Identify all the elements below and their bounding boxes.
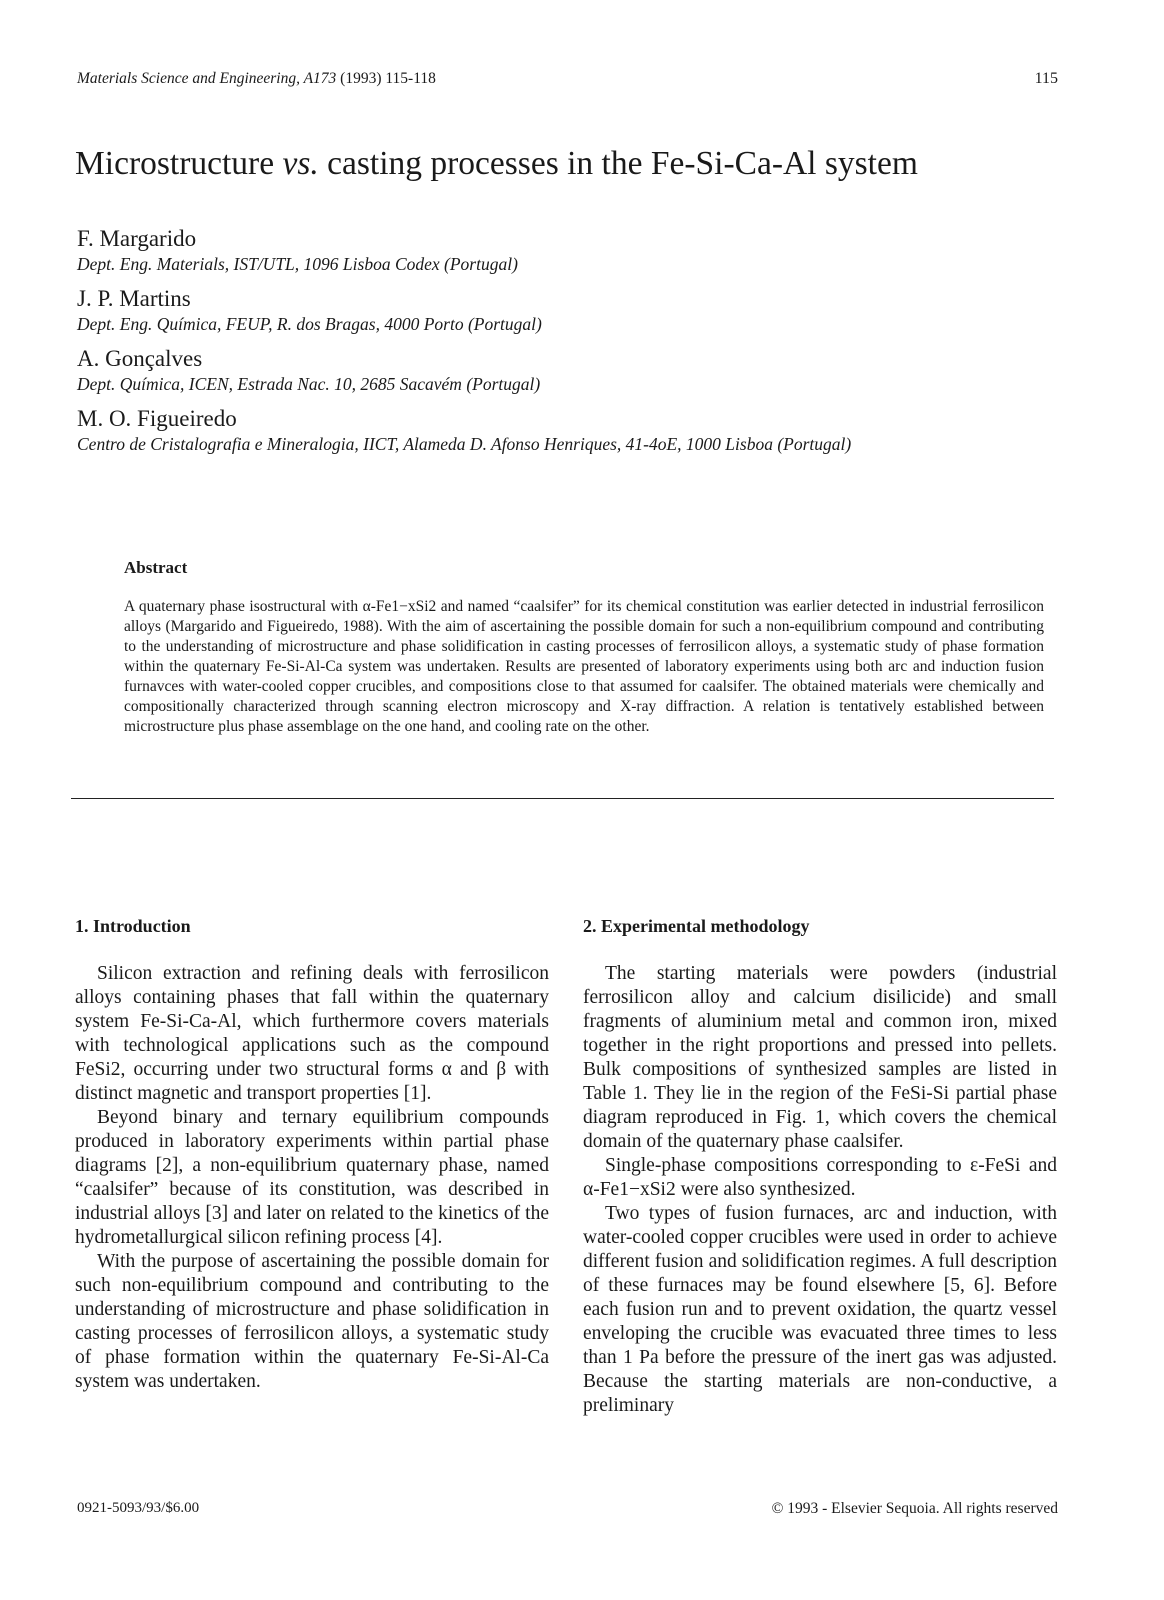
- author-affiliation: Dept. Eng. Química, FEUP, R. dos Bragas, 4000 Porto (Portugal): [77, 314, 542, 334]
- author-affiliation: Dept. Química, ICEN, Estrada Nac. 10, 2685 Sacavém (Portugal): [77, 374, 541, 394]
- author-affiliation: Dept. Eng. Materials, IST/UTL, 1096 Lisboa Codex (Portugal): [77, 254, 518, 274]
- left-column: [75, 914, 549, 1394]
- author-list: [77, 225, 1087, 465]
- abstract: [124, 558, 1044, 737]
- journal-reference: [77, 70, 436, 88]
- title-part-2: casting processes in the Fe-Si-Ca-Al system: [318, 145, 918, 182]
- footer-issn-price: 0921-5093/93/$6.00: [77, 1500, 200, 1516]
- section-heading: 1. Introduction: [75, 916, 191, 936]
- body-paragraph: Two types of fusion furnaces, arc and induction, with water-cooled copper crucibles were used in order to achieve different fusion and solidification regimes. A full description of these furnaces may be found elsewhere [5, 6]. Before each fusion run and to prevent oxidation, the quartz vessel enveloping the crucible was evacuated three times to less than 1 Pa before the pressure of the inert gas was adjusted. Because the starting materials are non-conductive, a preliminary: [583, 1203, 1057, 1416]
- section-divider: [71, 798, 1054, 799]
- author-affiliation: Centro de Cristalografia e Mineralogia, IICT, Alameda D. Afonso Henriques, 41-4oE, 1000 Lisboa (Portugal): [77, 434, 852, 454]
- journal-name: Materials Science and Engineering, A173: [77, 70, 337, 87]
- title-part-1: Microstructure: [75, 145, 283, 182]
- body-paragraph: Single-phase compositions corresponding to ε-FeSi and α-Fe1−xSi2 were also synthesized.: [583, 1155, 1057, 1200]
- author-name: A. Gonçalves: [77, 346, 203, 371]
- body-paragraph: Silicon extraction and refining deals with ferrosilicon alloys containing phases that fall within the quaternary system Fe-Si-Ca-Al, which furthermore covers materials with technological applications such as the compound FeSi2, occurring under two structural forms α and β with distinct magnetic and transport properties [1].: [75, 963, 549, 1104]
- title-vs: vs.: [282, 145, 319, 182]
- paper-title: [75, 145, 918, 183]
- page-number: 115: [1034, 70, 1058, 87]
- journal-year-pages: (1993) 115-118: [336, 70, 436, 87]
- footer-copyright: © 1993 - Elsevier Sequoia. All rights reserved: [771, 1500, 1058, 1517]
- body-paragraph: The starting materials were powders (industrial ferrosilicon alloy and calcium disilicide) and small fragments of aluminium metal and common iron, mixed together in the right proportions and pressed into pellets. Bulk compositions of synthesized samples are listed in Table 1. They lie in the region of the FeSi-Si partial phase diagram reproduced in Fig. 1, which covers the chemical domain of the quaternary phase caalsifer.: [583, 963, 1057, 1152]
- author-name: J. P. Martins: [77, 286, 191, 311]
- body-paragraph: With the purpose of ascertaining the possible domain for such non-equilibrium compound and contributing to the understanding of microstructure and phase solidification in casting processes of ferrosilicon alloys, a systematic study of phase formation within the quaternary Fe-Si-Al-Ca system was undertaken.: [75, 1251, 549, 1392]
- right-column: [583, 914, 1057, 1418]
- abstract-heading: Abstract: [124, 558, 188, 577]
- author-name: F. Margarido: [77, 226, 197, 251]
- section-heading: 2. Experimental methodology: [583, 916, 810, 936]
- body-paragraph: Beyond binary and ternary equilibrium compounds produced in laboratory experiments within partial phase diagrams [2], a non-equilibrium quaternary phase, named “caalsifer” because of its constitution, was described in industrial alloys [3] and later on related to the kinetics of the hydrometallurgical silicon refining process [4].: [75, 1107, 549, 1248]
- abstract-text: A quaternary phase isostructural with α-Fe1−xSi2 and named “caalsifer” for its chemical constitution was earlier detected in industrial ferrosilicon alloys (Margarido and Figueiredo, 1988). With the aim of ascertaining the possible domain for such a non-equilibrium compound and contributing to the understanding of microstructure and phase solidification in casting processes of ferrosilicon alloys, a systematic study of phase formation within the quaternary Fe-Si-Al-Ca system was undertaken. Results are presented of laboratory experiments using both arc and induction fusion furnavces with water-cooled copper crucibles, and compositions close to that assumed for caalsifer. The obtained materials were chemically and compositionally characterized through scanning electron microscopy and X-ray diffraction. A relation is tentatively established between microstructure plus phase assemblage on the one hand, and cooling rate on the other.: [124, 598, 1044, 735]
- author-name: M. O. Figueiredo: [77, 406, 237, 431]
